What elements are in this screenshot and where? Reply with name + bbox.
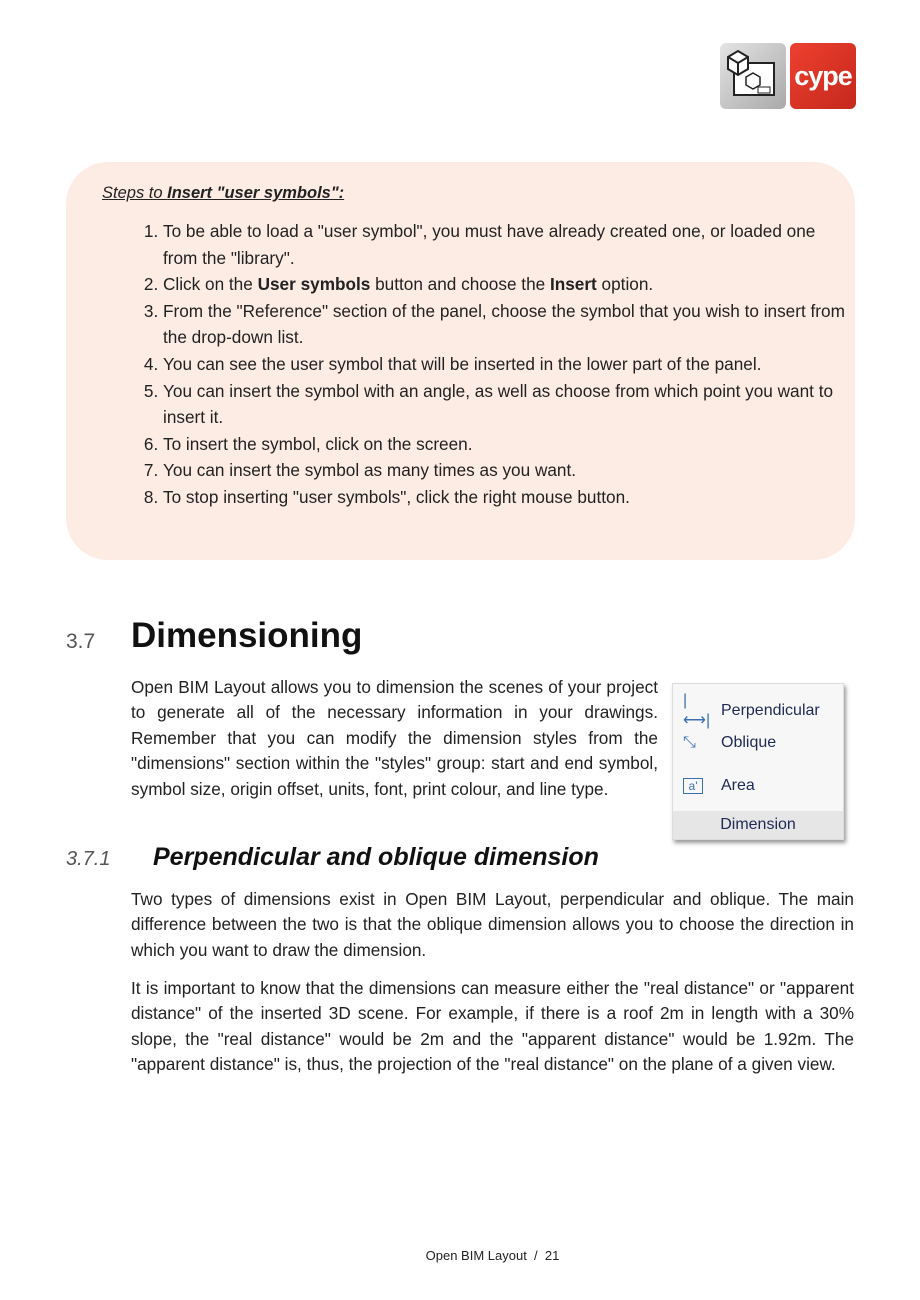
step-item: 6. To insert the symbol, click on the screen.	[163, 431, 853, 458]
oblique-item	[683, 734, 776, 752]
dimension-group-label: Dimension	[673, 811, 843, 839]
perpendicular-item	[683, 692, 820, 730]
section-number: 3.7	[66, 630, 96, 653]
step-item: 4. You can see the user symbol that will be inserted in the lower part of the panel.	[163, 351, 853, 378]
area-item	[683, 777, 755, 795]
step-item: 8. To stop inserting "user symbols", click the right mouse button.	[163, 484, 853, 511]
step-item: 5. You can insert the symbol with an angle, as well as choose from which point you want to insert it.	[163, 378, 853, 431]
steps-title-bold: Insert "user symbols":	[167, 184, 345, 202]
step-item: 7. You can insert the symbol as many times as you want.	[163, 457, 853, 484]
subsection-title: Perpendicular and oblique dimension	[153, 843, 599, 871]
step-item: 3. From the "Reference" section of the panel, choose the symbol that you wish to insert from the drop-down list.	[163, 298, 853, 351]
step-bold: User symbols	[257, 274, 371, 295]
steps-title	[102, 184, 344, 203]
section-title: Dimensioning	[131, 616, 363, 655]
oblique-label: Oblique	[721, 734, 777, 751]
perpendicular-label: Perpendicular	[721, 702, 820, 719]
step-text: Click on the	[163, 274, 258, 295]
step-text: option.	[596, 274, 654, 295]
open-bim-layout-icon	[720, 43, 786, 109]
steps-list	[128, 218, 853, 511]
page-footer: Open BIM Layout / 21	[425, 1248, 560, 1263]
logo-text: cype	[794, 60, 852, 91]
step-bold: Insert	[549, 274, 597, 295]
steps-title-prefix: Steps to	[102, 184, 168, 202]
area-dimension-icon: a'	[683, 778, 703, 794]
subsection-paragraph-2: It is important to know that the dimensions can measure either the "real distance" or "apparent distance" of the inserted 3D scene. For example, if there is a roof 2m in length with a 30% slope, the "real distance" would be 2m and the "apparent distance" would be 1.92m. The "apparent distance" is, thus, the projection of the "real distance" on the plane of a given view.	[131, 978, 854, 1075]
section-intro: Open BIM Layout allows you to dimension the scenes of your project to generate all of the necessary information in your drawings. Remember that you can modify the dimension styles from the "dimensions" section within the "styles" group: start and end symbol, symbol size, origin offset, units, font, print colour, and line type.	[131, 677, 658, 799]
perpendicular-dimension-icon: |⟷|	[683, 692, 711, 729]
subsection-paragraph-1: Two types of dimensions exist in Open BIM Layout, perpendicular and oblique. The main difference between the two is that the oblique dimension allows you to choose the direction in which you want to draw the dimension.	[131, 889, 854, 960]
dimension-panel-image	[672, 683, 844, 840]
cype-logo	[790, 43, 856, 109]
subsection-number: 3.7.1	[66, 848, 111, 870]
area-label: Area	[721, 777, 755, 794]
step-item	[163, 271, 853, 298]
logo	[720, 43, 856, 109]
oblique-dimension-icon: ⤡	[683, 734, 696, 751]
step-text: button and choose the	[370, 274, 550, 295]
steps-box	[66, 162, 855, 560]
step-item: 1. To be able to load a "user symbol", you must have already created one, or loaded one from the "library".	[163, 218, 853, 271]
